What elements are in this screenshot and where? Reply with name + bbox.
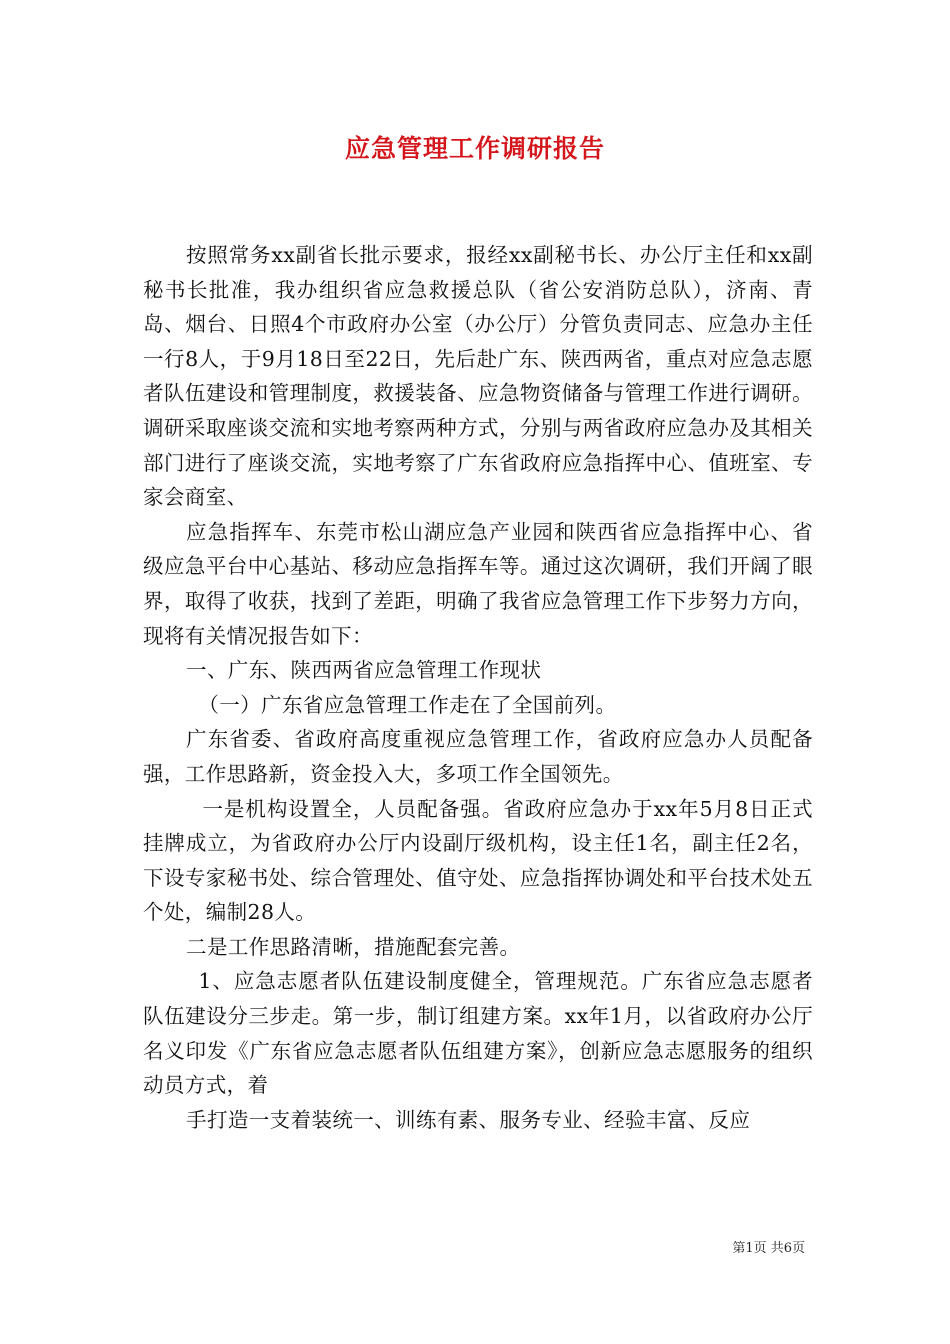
paragraph: 应急指挥车、东莞市松山湖应急产业园和陕西省应急指挥中心、省级应急平台中心基站、移动应急指挥车等。通过这次调研，我们开阔了眼界，取得了收获，找到了差距，明确了我省应急管理工作下步努力方向，现将有关情况报告如下： <box>143 519 813 648</box>
section-heading: 一、广东、陕西两省应急管理工作现状 <box>186 658 542 683</box>
page-number-footer: 第1页 共6页 <box>732 1241 805 1256</box>
subsection-heading: （一）广东省应急管理工作走在了全国前列。 <box>198 692 617 717</box>
document-body <box>143 238 813 1137</box>
paragraph: 1、应急志愿者队伍建设制度健全，管理规范。广东省应急志愿者队伍建设分三步走。第一步，制订组建方案。xx年1月，以省政府办公厅名义印发《广东省应急志愿者队伍组建方案》，创新应急志愿服务的组织动员方式，着 <box>143 969 813 1098</box>
document-title: 应急管理工作调研报告 <box>344 134 605 163</box>
paragraph: 二是工作思路清晰，措施配套完善。 <box>186 934 521 959</box>
paragraph: 广东省委、省政府高度重视应急管理工作，省政府应急办人员配备强，工作思路新，资金投入大，多项工作全国领先。 <box>143 727 813 786</box>
paragraph: 按照常务xx副省长批示要求，报经xx副秘书长、办公厅主任和xx副秘书长批准，我办组织省应急救援总队（省公安消防总队），济南、青岛、烟台、日照4个市政府办公室（办公厅）分管负责同志、应急办主任一行8人，于9月18日至22日，先后赴广东、陕西两省，重点对应急志愿者队伍建设和管理制度，救援装备、应急物资储备与管理工作进行调研。调研采取座谈交流和实地考察两种方式，分别与两省政府应急办及其相关部门进行了座谈交流，实地考察了广东省政府应急指挥中心、值班室、专家会商室、 <box>143 243 813 510</box>
paragraph: 一是机构设置全，人员配备强。省政府应急办于xx年5月8日正式挂牌成立，为省政府办公厅内设副厅级机构，设主任1名，副主任2名，下设专家秘书处、综合管理处、值守处、应急指挥协调处和平台技术处五个处，编制28人。 <box>143 796 813 925</box>
paragraph: 手打造一支着装统一、训练有素、服务专业、经验丰富、反应 <box>186 1107 751 1132</box>
